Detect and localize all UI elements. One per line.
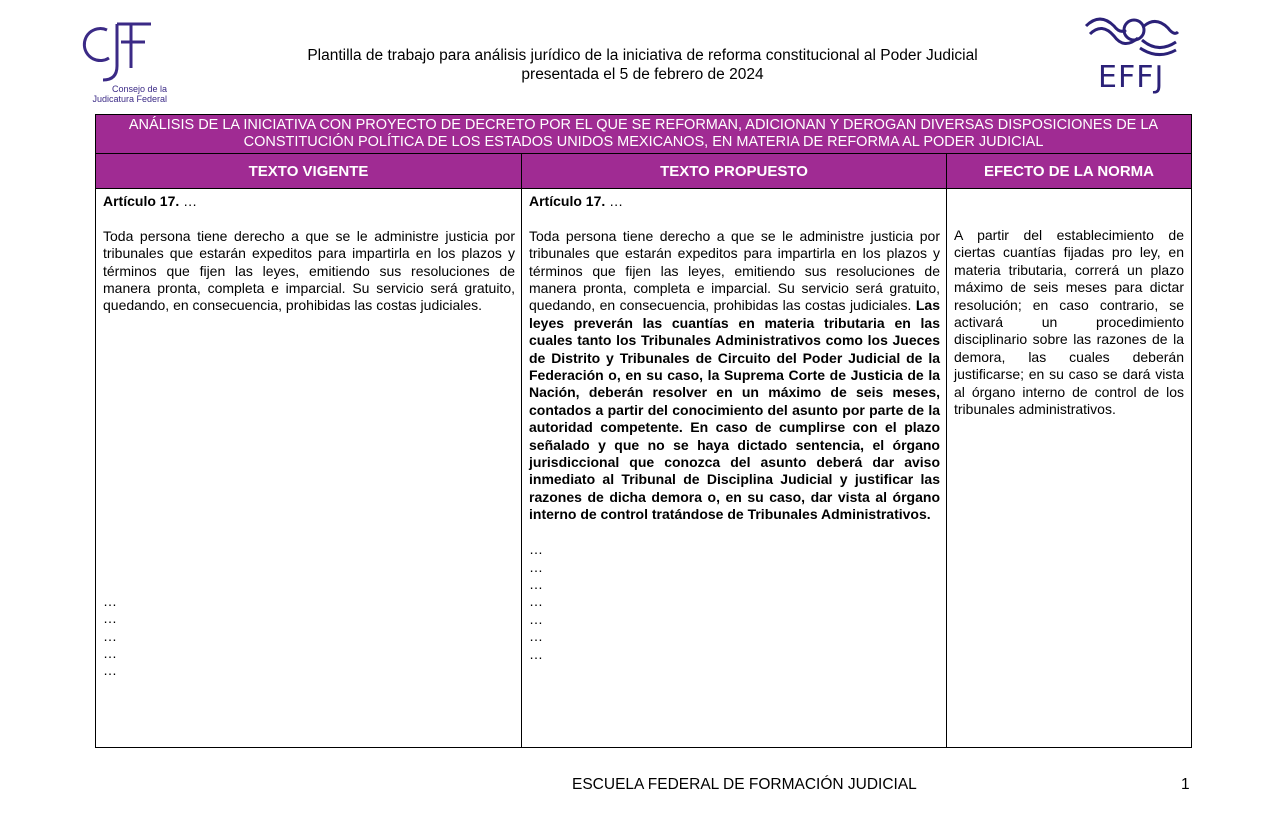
ellipsis: … bbox=[529, 628, 543, 645]
cjf-logo-mark bbox=[77, 18, 157, 84]
propuesto-article-heading bbox=[529, 193, 940, 210]
document-title bbox=[270, 46, 1015, 84]
cjf-logo bbox=[72, 18, 167, 108]
ellipsis: … bbox=[103, 610, 117, 627]
cjf-caption bbox=[72, 84, 167, 104]
ellipsis: … bbox=[529, 558, 543, 575]
vigente-paragraph: Toda persona tiene derecho a que se le administre justicia por tribunales que estarán expeditos para impartirla en los plazos y términos que fijen las leyes, emitiendo sus resoluciones de manera pronta, completa e imparcial. Su servicio será gratuito, quedando, en consecuencia, prohibidas las costas judiciales. bbox=[103, 227, 515, 314]
ellipsis: … bbox=[103, 662, 117, 679]
document-title-line1: Plantilla de trabajo para análisis jurídico de la iniciativa de reforma constitucional al Poder Judicial bbox=[307, 47, 978, 64]
effj-logo bbox=[1080, 12, 1185, 97]
vigente-article-heading bbox=[103, 193, 515, 210]
document-title-line2: presentada el 5 de febrero de 2024 bbox=[521, 66, 764, 83]
analysis-table bbox=[95, 114, 1192, 748]
ellipsis: … bbox=[103, 645, 117, 662]
column-header-texto-vigente: TEXTO VIGENTE bbox=[96, 154, 522, 189]
cjf-caption-line2: Judicatura Federal bbox=[92, 94, 167, 104]
vigente-ellipses bbox=[103, 593, 515, 680]
cell-texto-vigente bbox=[96, 189, 522, 748]
ellipsis: … bbox=[529, 645, 543, 662]
ellipsis: … bbox=[529, 593, 543, 610]
propuesto-ellipses bbox=[529, 541, 940, 663]
ellipsis: … bbox=[529, 541, 543, 558]
propuesto-paragraph-bold: Las leyes preverán las cuantías en materia tributaria en las cuales tanto los Tribunales Administrativos como los Jueces de Distrito y Tribunales de Circuito del Poder Judicial de la Federación o, en su caso, la Suprema Corte de Justicia de la Nación, deberán resolver en un máximo de seis meses, contados a partir del conocimiento del asunto por parte de la autoridad competente. En caso de cumplirse con el plazo señalado y que no se haya dictado sentencia, el órgano jurisdiccional que conozca del asunto deberá dar aviso inmediato al Tribunal de Disciplina Judicial y justificar las razones de dicha demora o, en su caso, dar vista al órgano interno de control tratándose de Tribunales Administrativos. bbox=[529, 297, 940, 523]
cell-efecto-norma bbox=[947, 189, 1192, 748]
efecto-paragraph: A partir del establecimiento de ciertas cuantías fijadas pro ley, en materia tributaria, correrá un plazo máximo de seis meses para dictar resolución; en caso contrario, se activará un procedimiento disciplinario sobre las razones de la demora, las cuales deberán justificarse; en su caso se dará vista al órgano interno de control de los tribunales administrativos. bbox=[954, 227, 1184, 418]
column-header-efecto: EFECTO DE LA NORMA bbox=[947, 154, 1192, 189]
effj-abbr: EFFJ bbox=[1098, 60, 1165, 95]
cjf-caption-line1: Consejo de la bbox=[111, 84, 167, 94]
footer-school-name: ESCUELA FEDERAL DE FORMACIÓN JUDICIAL bbox=[572, 776, 917, 793]
effj-logo-wave-icon bbox=[1080, 12, 1180, 62]
propuesto-paragraph-plain: Toda persona tiene derecho a que se le administre justicia por tribunales que estarán expeditos para impartirla en los plazos y términos que fijen las leyes, emitiendo sus resoluciones de manera pronta, completa e imparcial. Su servicio será gratuito, quedando, en consecuencia, prohibidas las costas judiciales. bbox=[529, 227, 940, 314]
column-header-texto-propuesto: TEXTO PROPUESTO bbox=[522, 154, 947, 189]
vigente-article-label: Artículo 17. bbox=[103, 193, 180, 209]
page-number: 1 bbox=[1181, 776, 1190, 793]
cell-texto-propuesto bbox=[522, 189, 947, 748]
ellipsis: … bbox=[529, 575, 543, 592]
propuesto-article-suffix: … bbox=[605, 193, 624, 209]
table-banner: ANÁLISIS DE LA INICIATIVA CON PROYECTO DE DECRETO POR EL QUE SE REFORMAN, ADICIONAN Y DEROGAN DIVERSAS DISPOSICIONES DE LA CONSTITUCIÓN POLÍTICA DE LOS ESTADOS UNIDOS MEXICANOS, EN MATERIA DE REFORMA AL PODER JUDICIAL bbox=[96, 115, 1192, 154]
vigente-article-suffix: … bbox=[179, 193, 198, 209]
ellipsis: … bbox=[103, 627, 117, 644]
propuesto-article-label: Artículo 17. bbox=[529, 193, 606, 209]
propuesto-paragraph bbox=[529, 228, 940, 524]
ellipsis: … bbox=[103, 592, 117, 609]
ellipsis: … bbox=[529, 610, 543, 627]
